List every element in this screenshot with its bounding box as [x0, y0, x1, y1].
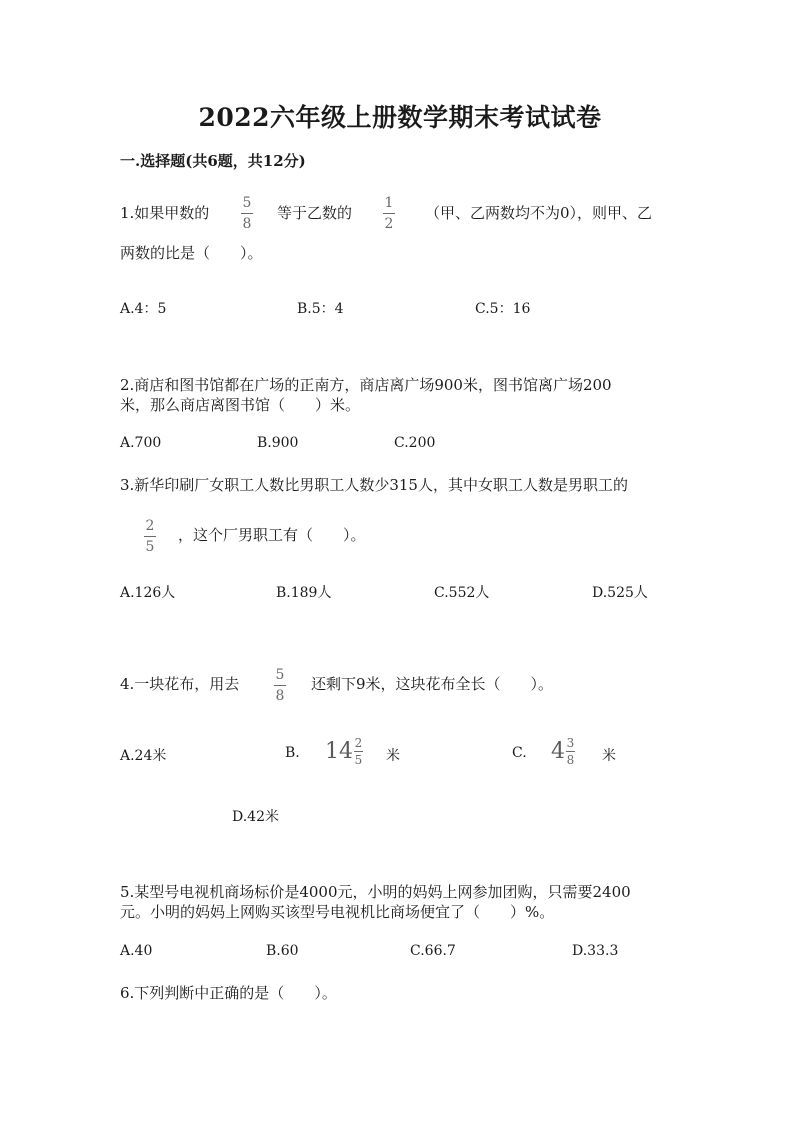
- q4-option-b-mixed-number: [325, 737, 363, 766]
- q4-option-a: A.24米: [120, 748, 167, 764]
- q2-option-c: C.200: [394, 435, 436, 451]
- q4-fraction: [274, 668, 286, 703]
- q4-option-c-numerator: 3: [566, 736, 575, 750]
- q4-option-c-mixed-number: [551, 737, 575, 766]
- q1-text-a: 1.如果甲数的: [120, 204, 210, 222]
- q1-fraction-b-denominator: 2: [384, 216, 394, 232]
- q3-text-line2: ，这个厂男职工有（ ）。: [178, 526, 366, 544]
- q1-fraction-a-numerator: 5: [242, 195, 252, 211]
- q5-text-line1: 5.某型号电视机商场标价是4000元，小明的妈妈上网参加团购，只需要2400: [120, 883, 631, 901]
- q5-text-line2: 元。小明的妈妈上网购买该型号电视机比商场便宜了（ ）%。: [120, 903, 555, 921]
- q6-text-line1: 6.下列判断中正确的是（ ）。: [120, 984, 337, 1002]
- page-title: 2022六年级上册数学期末考试试卷: [198, 103, 602, 132]
- q3-option-a: A.126人: [120, 585, 176, 601]
- q4-fraction-denominator: 8: [275, 688, 285, 704]
- q2-text-line1: 2.商店和图书馆都在广场的正南方，商店离广场900米，图书馆离广场200: [120, 376, 612, 394]
- q2-option-b: B.900: [257, 435, 299, 451]
- section-heading: 一.选择题(共6题，共12分): [120, 152, 306, 170]
- q1-fraction-a: [241, 196, 253, 231]
- q4-option-b-label: B.: [285, 745, 300, 761]
- q1-option-a: A.4：5: [120, 301, 167, 317]
- q3-option-b: B.189人: [276, 585, 332, 601]
- q4-option-b-numerator: 2: [354, 736, 363, 750]
- q4-option-c-fraction: [566, 737, 575, 766]
- q4-option-c-whole: 4: [551, 739, 565, 764]
- q1-text-c: （甲、乙两数均不为0），则甲、乙: [425, 204, 653, 222]
- q3-fraction-denominator: 5: [145, 539, 155, 555]
- q1-fraction-b-numerator: 1: [384, 195, 394, 211]
- q3-option-d: D.525人: [592, 585, 648, 601]
- q4-fraction-numerator: 5: [275, 667, 285, 683]
- q4-option-c-unit: 米: [602, 748, 616, 764]
- q1-option-c: C.5：16: [475, 301, 531, 317]
- q4-option-b-denominator: 5: [354, 753, 363, 767]
- q1-fraction-a-denominator: 8: [242, 216, 252, 232]
- q1-fraction-b: [383, 196, 395, 231]
- q4-option-b-whole: 14: [325, 739, 353, 764]
- q4-option-b-fraction: [354, 737, 363, 766]
- q3-fraction: [144, 519, 156, 554]
- q5-option-a: A.40: [120, 943, 153, 959]
- q4-text-b: 还剩下9米，这块花布全长（ ）。: [311, 675, 554, 693]
- q1-option-b: B.5：4: [297, 301, 344, 317]
- q4-option-b-unit: 米: [386, 748, 400, 764]
- fraction-bar: [383, 213, 395, 214]
- q1-text-line2: 两数的比是（ ）。: [120, 244, 263, 262]
- q5-option-b: B.60: [266, 943, 299, 959]
- fraction-bar: [241, 213, 253, 214]
- q3-option-c: C.552人: [434, 585, 490, 601]
- q4-text-a: 4.一块花布，用去: [120, 675, 240, 693]
- q5-option-d: D.33.3: [572, 943, 619, 959]
- fraction-bar: [566, 751, 575, 752]
- q4-option-c-denominator: 8: [566, 753, 575, 767]
- q1-text-b: 等于乙数的: [277, 204, 353, 222]
- q5-option-c: C.66.7: [410, 943, 456, 959]
- q3-fraction-numerator: 2: [145, 518, 155, 534]
- fraction-bar: [354, 751, 363, 752]
- q4-option-c-label: C.: [512, 745, 527, 761]
- q2-option-a: A.700: [120, 435, 162, 451]
- fraction-bar: [144, 536, 156, 537]
- q3-text-line1: 3.新华印刷厂女职工人数比男职工人数少315人，其中女职工人数是男职工的: [120, 476, 628, 494]
- q4-option-d: D.42米: [232, 809, 279, 825]
- q2-text-line2: 米，那么商店离图书馆（ ）米。: [120, 396, 361, 414]
- fraction-bar: [274, 685, 286, 686]
